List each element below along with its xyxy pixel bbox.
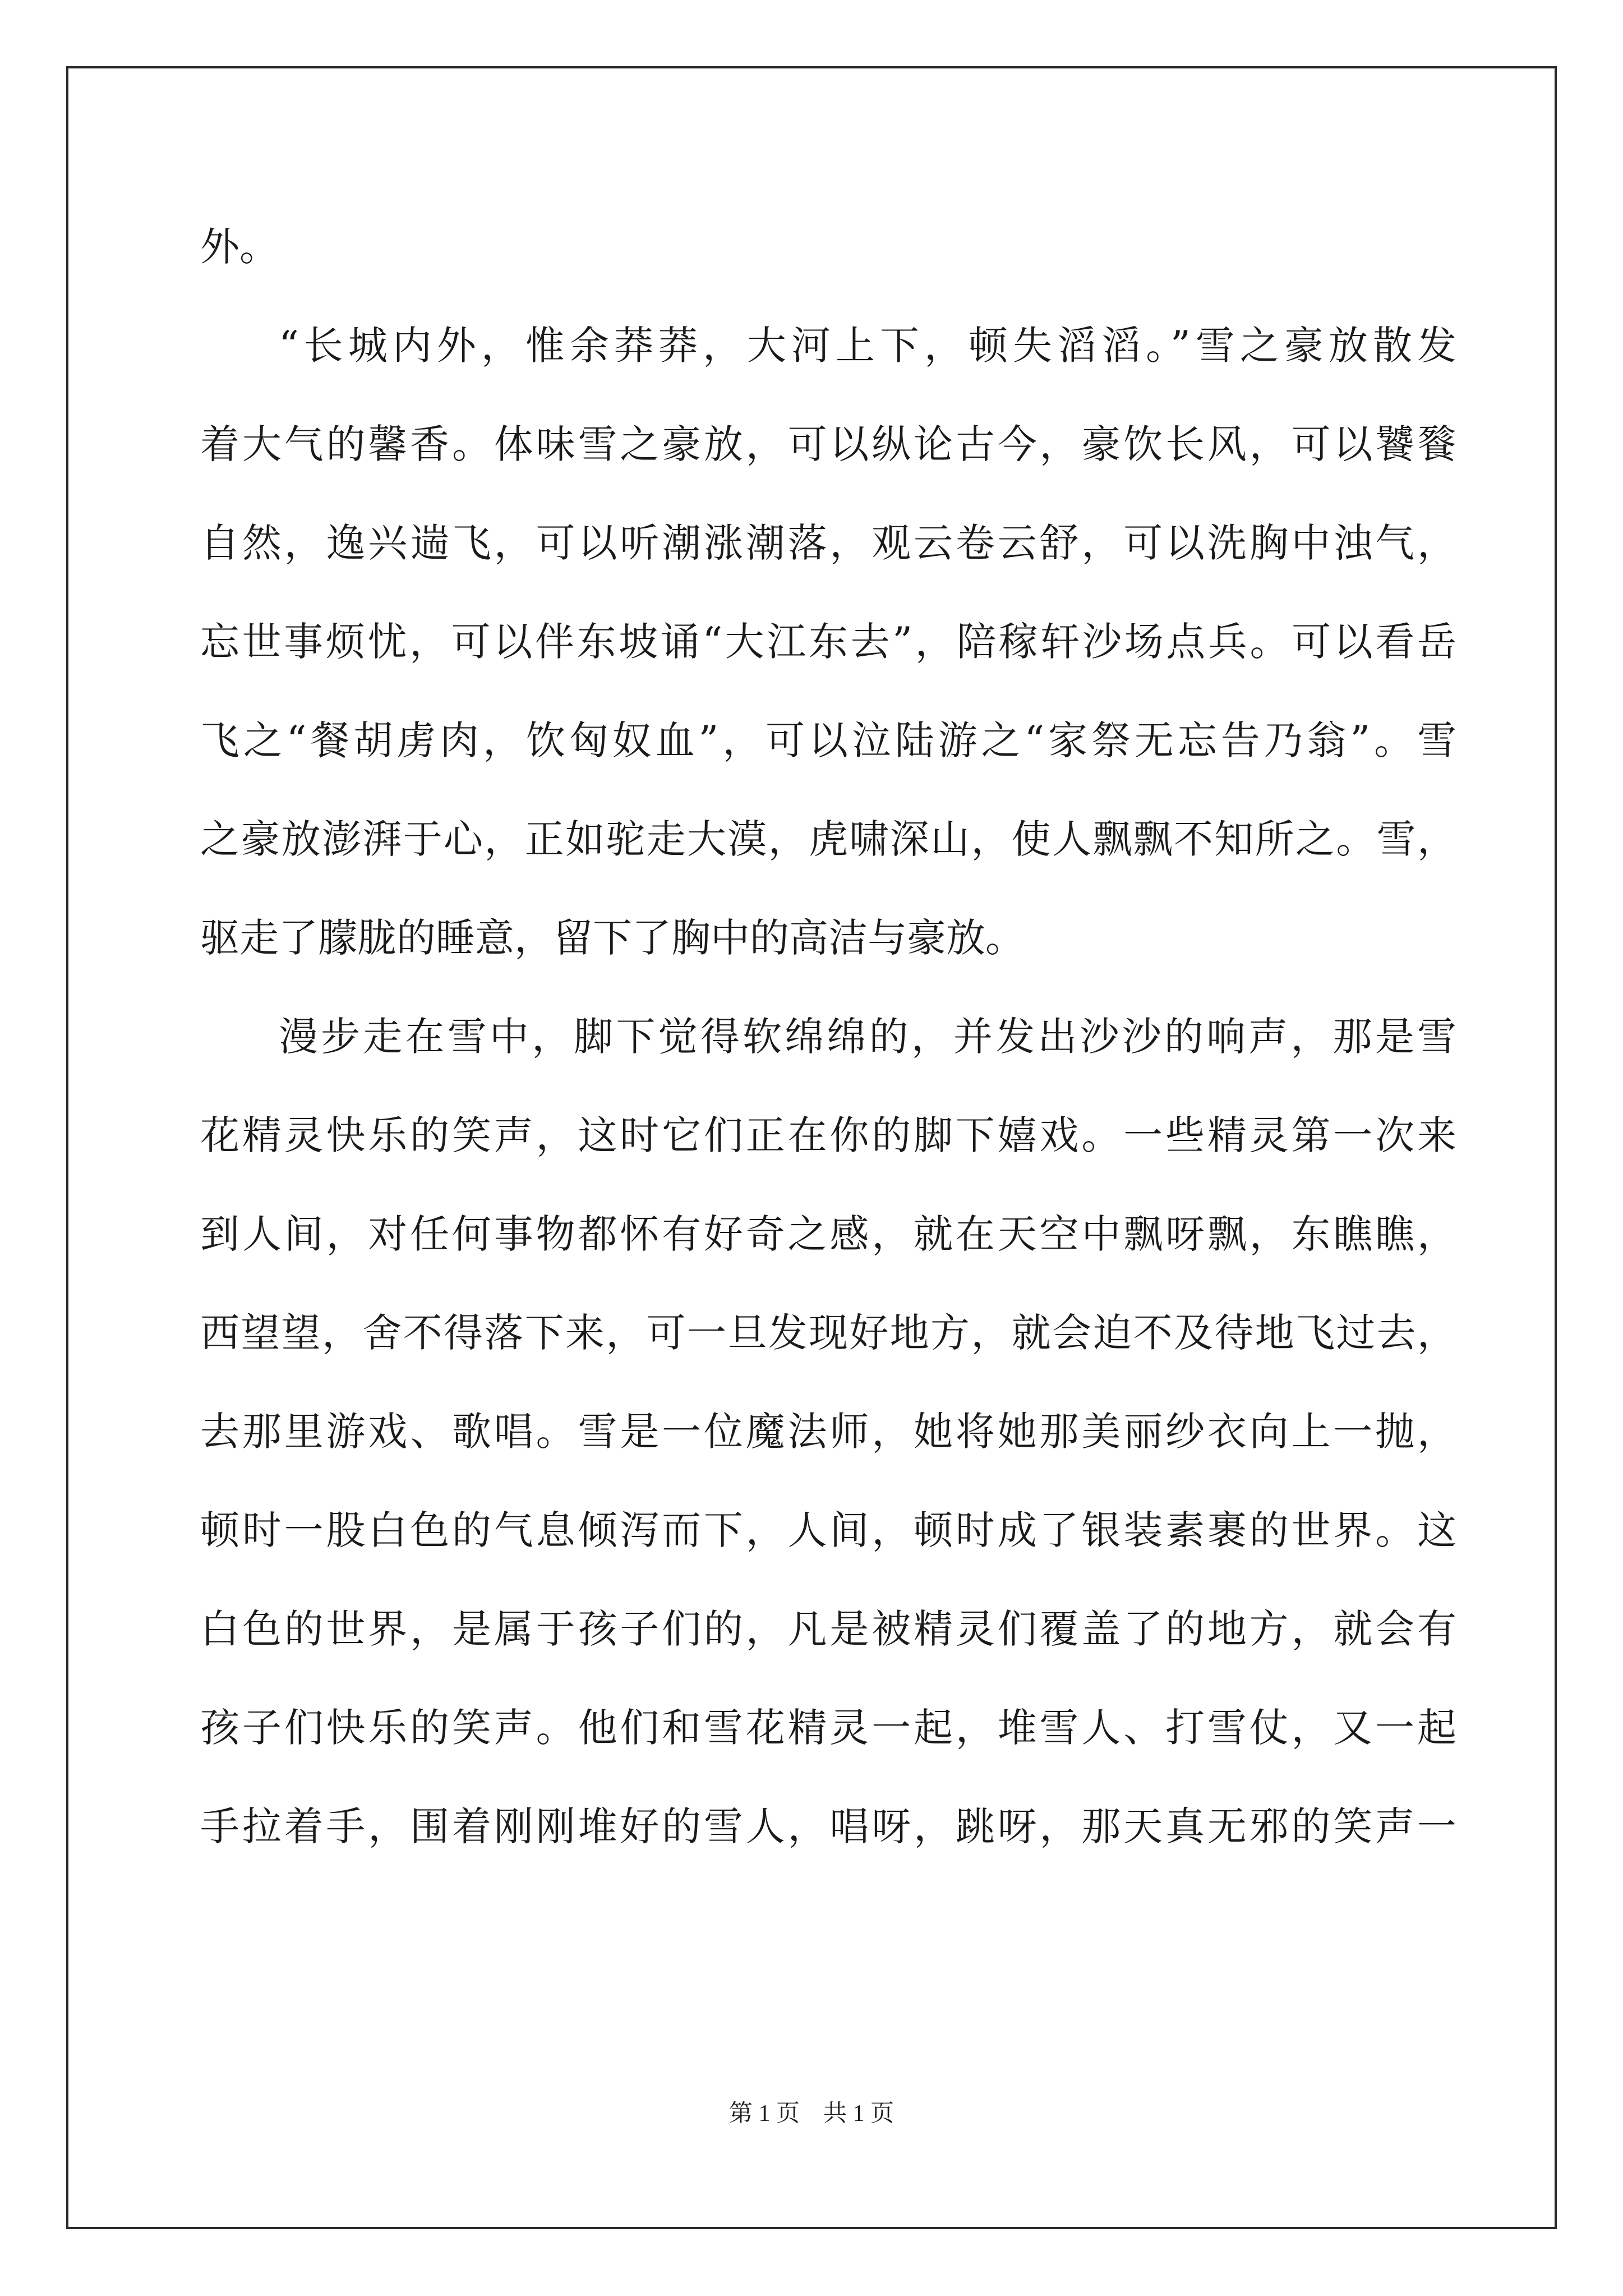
text-line: 手拉着手，围着刚刚堆好的雪人，唱呀，跳呀，那天真无邪的笑声一 xyxy=(200,1803,1456,1849)
text-line: 着大气的馨香。体味雪之豪放，可以纵论古今，豪饮长风，可以饕餮 xyxy=(200,421,1456,467)
text-line: 自然，逸兴遄飞，可以听潮涨潮落，观云卷云舒，可以洗胸中浊气， xyxy=(200,520,1456,566)
text-line: 顿时一股白色的气息倾泻而下，人间，顿时成了银装素裹的世界。这 xyxy=(200,1507,1456,1553)
document-body xyxy=(200,213,1456,1892)
text-line: 孩子们快乐的笑声。他们和雪花精灵一起，堆雪人、打雪仗，又一起 xyxy=(200,1705,1456,1751)
text-line: 花精灵快乐的笑声，这时它们正在你的脚下嬉戏。一些精灵第一次来 xyxy=(200,1112,1456,1158)
text-line: 漫步走在雪中，脚下觉得软绵绵的，并发出沙沙的响声，那是雪 xyxy=(279,1014,1456,1060)
text-line: 白色的世界，是属于孩子们的，凡是被精灵们覆盖了的地方，就会有 xyxy=(200,1606,1456,1652)
page-number-label: 第 1 页 共 1 页 xyxy=(728,2101,894,2127)
text-line: 飞之“餐胡虏肉，饮匈奴血”，可以泣陆游之“家祭无忘告乃翁”。雪 xyxy=(200,717,1456,763)
text-line: “长城内外，惟余莽莽，大河上下，顿失滔滔。”雪之豪放散发 xyxy=(279,323,1456,369)
text-line: 忘世事烦忧，可以伴东坡诵“大江东去”，陪稼轩沙场点兵。可以看岳 xyxy=(200,619,1456,665)
text-line: 驱走了朦胧的睡意，留下了胸中的高洁与豪放。 xyxy=(200,915,1025,961)
page-footer xyxy=(0,2097,1623,2131)
text-line: 西望望，舍不得落下来，可一旦发现好地方，就会迫不及待地飞过去， xyxy=(200,1310,1456,1356)
text-line: 外。 xyxy=(200,224,279,270)
text-line: 到人间，对任何事物都怀有好奇之感，就在天空中飘呀飘，东瞧瞧， xyxy=(200,1211,1456,1257)
text-line: 去那里游戏、歌唱。雪是一位魔法师，她将她那美丽纱衣向上一抛， xyxy=(200,1409,1456,1455)
text-line: 之豪放澎湃于心，正如驼走大漠，虎啸深山，使人飘飘不知所之。雪， xyxy=(200,816,1456,862)
